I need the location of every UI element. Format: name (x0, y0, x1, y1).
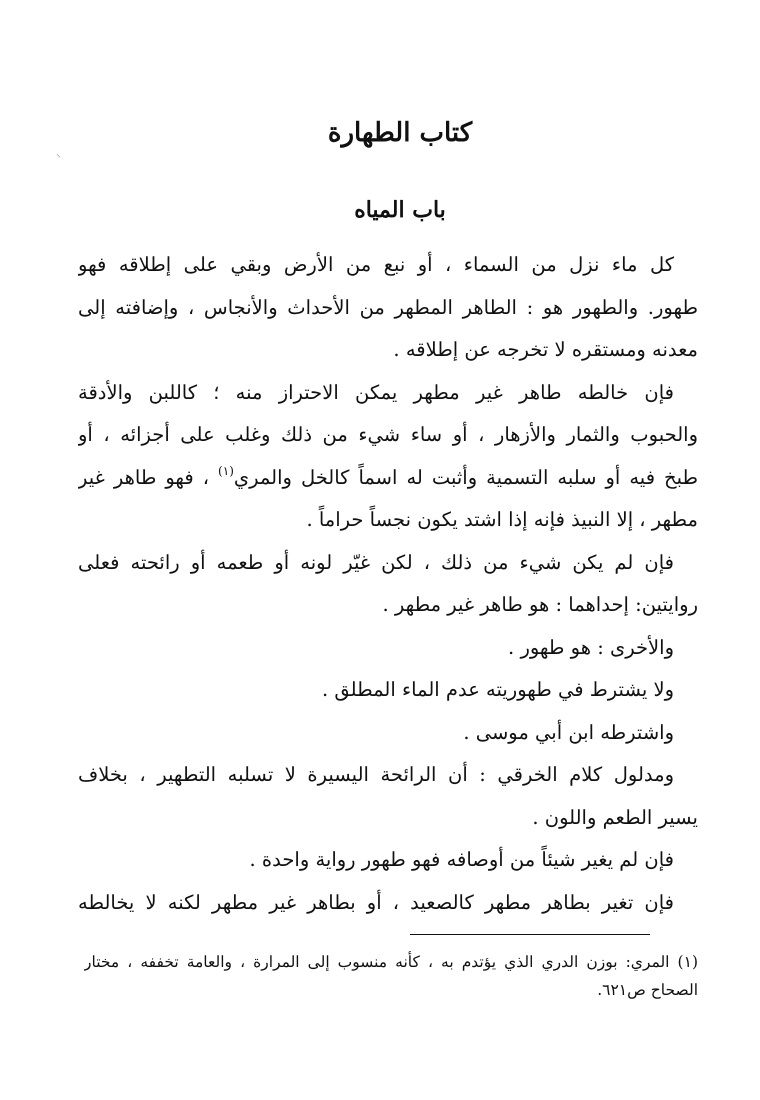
text-line: والأخرى : هو طهور . (508, 635, 674, 659)
text-line: ومدلول كلام الخرقي : أن الرائحة اليسيرة لا تسلبه التطهير ، بخلاف (78, 763, 674, 786)
text-segment: ، فهو طاهر غير (78, 465, 210, 489)
text-line: واشترطه ابن أبي موسى . (463, 720, 674, 744)
footnote-line: الصحاح ص٦٢١. (597, 981, 698, 999)
text-line: مطهر ، إلا النبيذ فإنه إذا اشتد يكون نجساً حراماً . (306, 508, 698, 531)
book-title: كتاب الطهارة (327, 118, 473, 148)
text-line: كل ماء نزل من السماء ، أو نبع من الأرض وبقي على إطلاقه فهو (78, 253, 674, 276)
text-line: فإن خالطه طاهر غير مطهر يمكن الاحتراز منه ؛ كاللبن والأدقة (78, 380, 674, 404)
text-line: ولا يشترط في طهوريته عدم الماء المطلق . (322, 678, 674, 701)
main-text (78, 244, 698, 924)
footnote-divider (410, 934, 650, 935)
text-line: طهور. والطهور هو : الطاهر المطهر من الأحداث والأنجاس ، وإضافته إلى (78, 295, 698, 319)
text-line: معدنه ومستقره لا تخرجه عن إطلاقه . (393, 338, 698, 361)
text-segment: طبخ فيه أو سلبه التسمية وأثبت له اسماً كالخل والمري (233, 465, 698, 489)
margin-mark: ⸍ (56, 153, 61, 164)
footnotes (84, 948, 698, 1004)
text-line: فإن لم يغير شيئاً من أوصافه فهو طهور رواية واحدة . (249, 848, 674, 871)
footnote-marker[interactable]: (١) (218, 463, 234, 478)
text-line-with-footnote (78, 457, 698, 500)
text-line: فإن لم يكن شيء من ذلك ، لكن غيّر لونه أو طعمه أو رائحته فعلى (78, 550, 674, 574)
chapter-heading: باب المياه (354, 197, 446, 223)
footnote-line: (١) المري: بوزن الدري الذي يؤتدم به ، كأنه منسوب إلى المرارة ، والعامة تخففه ، مختار (84, 953, 698, 971)
text-line: فإن تغير بطاهر مطهر كالصعيد ، أو بطاهر غير مطهر لكنه لا يخالطه (78, 890, 674, 914)
text-line: والحبوب والثمار والأزهار ، أو ساء شيء من ذلك وغلب على أجزائه ، أو (78, 423, 698, 446)
text-line: يسير الطعم واللون . (532, 805, 698, 829)
text-line: روايتين: إحداهما : هو طاهر غير مطهر . (382, 593, 698, 616)
